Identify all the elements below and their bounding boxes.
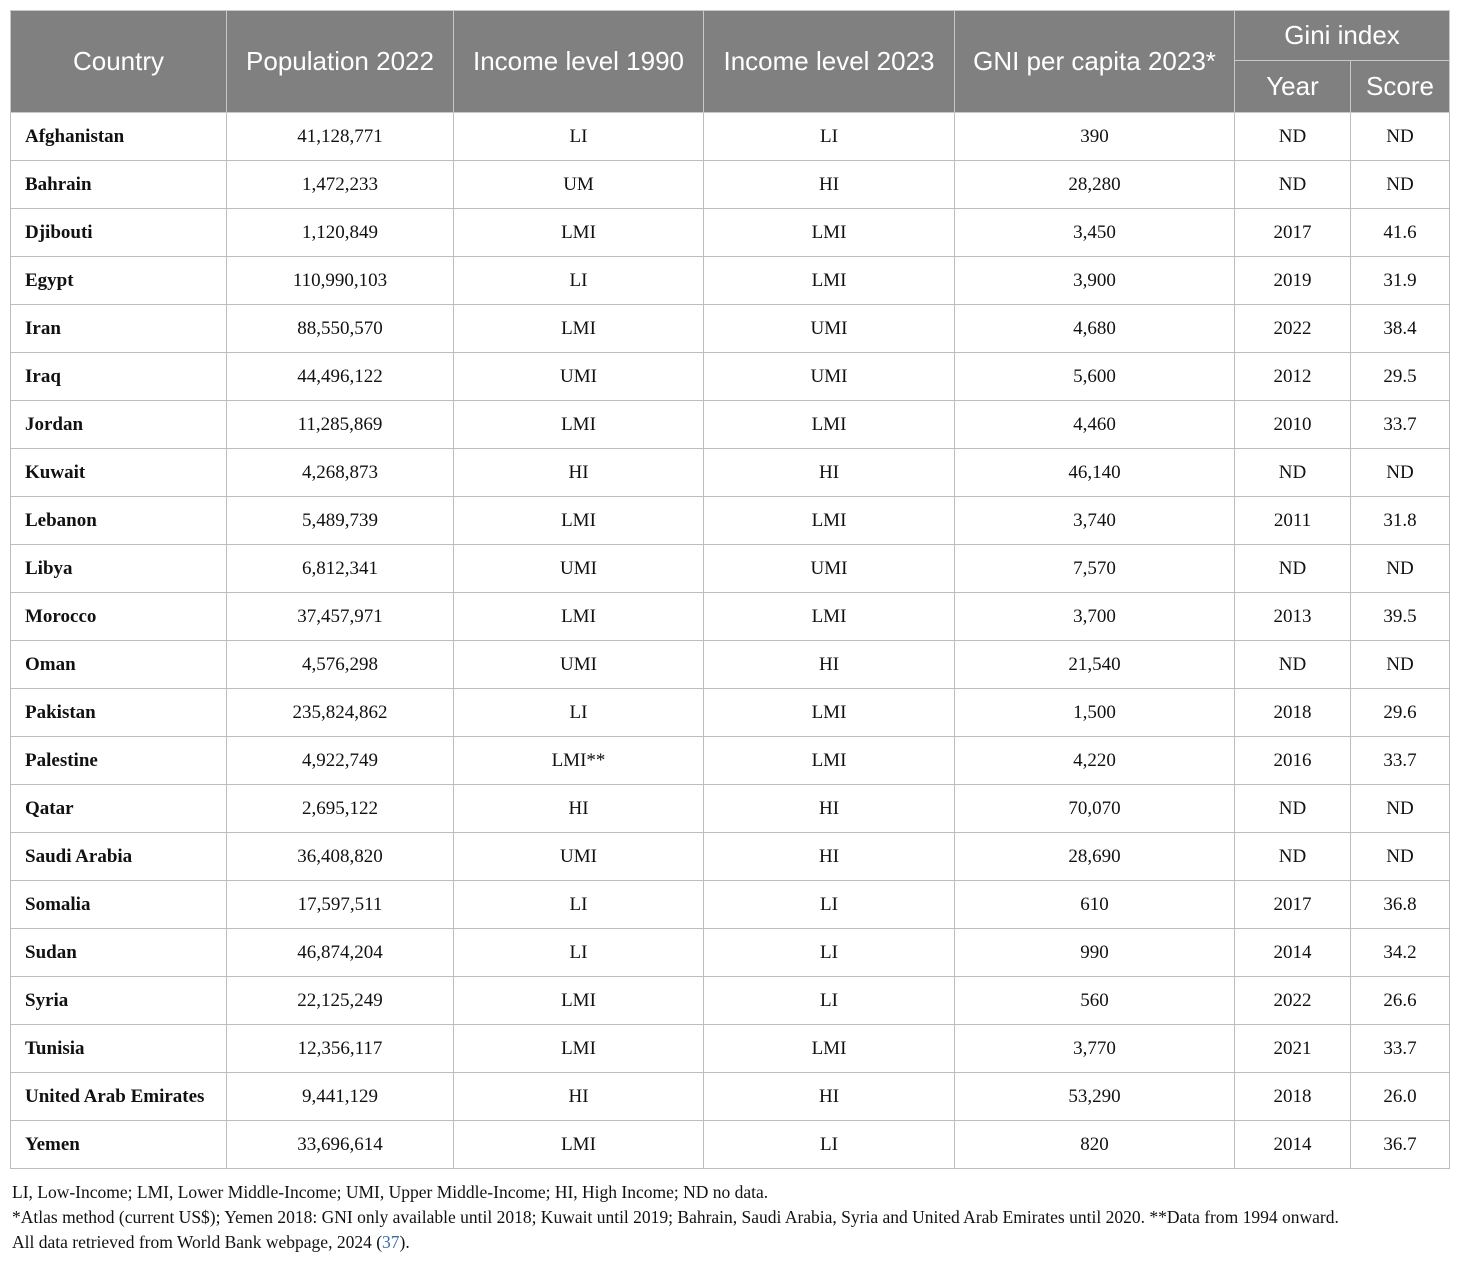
footnote-atlas-method: *Atlas method (current US$); Yemen 2018: GNI only available until 2018; Kuwait until 2019; Bahrain, Saudi Arabia, Syria and United Arab Emirates until 2020. **Data from 1994 onward. (12, 1207, 1339, 1227)
income-1990-cell: HI (454, 1073, 704, 1121)
gni-cell: 3,740 (955, 497, 1235, 545)
gni-cell: 3,450 (955, 209, 1235, 257)
table-row (11, 881, 1450, 929)
table-row (11, 929, 1450, 977)
table-row (11, 113, 1450, 161)
population-cell: 4,576,298 (227, 641, 454, 689)
table-row (11, 305, 1450, 353)
header-gini-index: Gini index (1235, 11, 1450, 61)
table-footnotes (12, 1180, 1452, 1255)
gini-score-cell: 31.8 (1351, 497, 1450, 545)
population-cell: 22,125,249 (227, 977, 454, 1025)
gini-year-cell: 2013 (1235, 593, 1351, 641)
gini-score-cell: ND (1351, 545, 1450, 593)
income-2023-cell: LMI (704, 593, 955, 641)
income-1990-cell: HI (454, 785, 704, 833)
gini-year-cell: 2014 (1235, 1121, 1351, 1169)
income-2023-cell: HI (704, 1073, 955, 1121)
income-1990-cell: LMI (454, 401, 704, 449)
population-cell: 46,874,204 (227, 929, 454, 977)
table-row (11, 353, 1450, 401)
gni-cell: 7,570 (955, 545, 1235, 593)
header-gni: GNI per capita 2023* (955, 11, 1235, 113)
table-row (11, 1121, 1450, 1169)
income-2023-cell: LI (704, 929, 955, 977)
population-cell: 2,695,122 (227, 785, 454, 833)
income-1990-cell: UMI (454, 641, 704, 689)
income-1990-cell: LMI (454, 209, 704, 257)
gini-year-cell: 2012 (1235, 353, 1351, 401)
gni-cell: 3,700 (955, 593, 1235, 641)
country-cell: Iraq (11, 353, 227, 401)
gini-score-cell: ND (1351, 785, 1450, 833)
gini-score-cell: ND (1351, 161, 1450, 209)
table-row (11, 1025, 1450, 1073)
income-1990-cell: UMI (454, 833, 704, 881)
income-1990-cell: LMI (454, 497, 704, 545)
gini-year-cell: 2021 (1235, 1025, 1351, 1073)
gni-cell: 28,690 (955, 833, 1235, 881)
gni-cell: 3,770 (955, 1025, 1235, 1073)
gini-score-cell: ND (1351, 641, 1450, 689)
country-cell: United Arab Emirates (11, 1073, 227, 1121)
country-cell: Egypt (11, 257, 227, 305)
income-1990-cell: LMI** (454, 737, 704, 785)
gini-year-cell: ND (1235, 161, 1351, 209)
population-cell: 110,990,103 (227, 257, 454, 305)
gini-score-cell: 29.5 (1351, 353, 1450, 401)
income-1990-cell: UM (454, 161, 704, 209)
gini-year-cell: 2017 (1235, 881, 1351, 929)
gini-score-cell: 41.6 (1351, 209, 1450, 257)
reference-link[interactable]: 37 (382, 1232, 400, 1252)
header-income-2023: Income level 2023 (704, 11, 955, 113)
gni-cell: 610 (955, 881, 1235, 929)
header-country: Country (11, 11, 227, 113)
country-cell: Yemen (11, 1121, 227, 1169)
table-row (11, 833, 1450, 881)
gini-score-cell: 26.0 (1351, 1073, 1450, 1121)
income-1990-cell: HI (454, 449, 704, 497)
gni-cell: 28,280 (955, 161, 1235, 209)
table-header (11, 11, 1450, 113)
gni-cell: 4,220 (955, 737, 1235, 785)
gni-cell: 70,070 (955, 785, 1235, 833)
gini-score-cell: 38.4 (1351, 305, 1450, 353)
table-row (11, 737, 1450, 785)
population-cell: 4,922,749 (227, 737, 454, 785)
gni-cell: 1,500 (955, 689, 1235, 737)
table-row (11, 161, 1450, 209)
gini-year-cell: ND (1235, 449, 1351, 497)
gini-score-cell: 33.7 (1351, 401, 1450, 449)
gini-score-cell: 33.7 (1351, 737, 1450, 785)
country-cell: Kuwait (11, 449, 227, 497)
gini-score-cell: ND (1351, 449, 1450, 497)
gini-score-cell: 36.7 (1351, 1121, 1450, 1169)
table-row (11, 689, 1450, 737)
gini-year-cell: 2019 (1235, 257, 1351, 305)
income-2023-cell: UMI (704, 545, 955, 593)
gini-year-cell: ND (1235, 833, 1351, 881)
country-cell: Tunisia (11, 1025, 227, 1073)
income-1990-cell: UMI (454, 545, 704, 593)
country-cell: Saudi Arabia (11, 833, 227, 881)
table-body (11, 113, 1450, 1169)
population-cell: 41,128,771 (227, 113, 454, 161)
population-cell: 12,356,117 (227, 1025, 454, 1073)
country-cell: Jordan (11, 401, 227, 449)
income-2023-cell: LMI (704, 209, 955, 257)
income-2023-cell: HI (704, 785, 955, 833)
income-1990-cell: LI (454, 881, 704, 929)
population-cell: 6,812,341 (227, 545, 454, 593)
gini-year-cell: ND (1235, 113, 1351, 161)
gni-cell: 560 (955, 977, 1235, 1025)
income-2023-cell: HI (704, 449, 955, 497)
income-2023-cell: LI (704, 113, 955, 161)
gini-year-cell: ND (1235, 785, 1351, 833)
income-1990-cell: LMI (454, 1025, 704, 1073)
table-row (11, 977, 1450, 1025)
header-population: Population 2022 (227, 11, 454, 113)
footnote-source-text: All data retrieved from World Bank webpage, 2024 ( (12, 1232, 383, 1252)
gni-cell: 4,460 (955, 401, 1235, 449)
gini-year-cell: 2016 (1235, 737, 1351, 785)
income-2023-cell: LMI (704, 689, 955, 737)
gni-cell: 820 (955, 1121, 1235, 1169)
country-cell: Syria (11, 977, 227, 1025)
population-cell: 9,441,129 (227, 1073, 454, 1121)
income-2023-cell: LI (704, 1121, 955, 1169)
gini-year-cell: 2017 (1235, 209, 1351, 257)
country-cell: Iran (11, 305, 227, 353)
income-2023-cell: HI (704, 833, 955, 881)
population-cell: 235,824,862 (227, 689, 454, 737)
country-cell: Libya (11, 545, 227, 593)
population-cell: 1,120,849 (227, 209, 454, 257)
gni-cell: 390 (955, 113, 1235, 161)
gini-score-cell: ND (1351, 113, 1450, 161)
header-gini-score: Score (1351, 61, 1450, 113)
gini-score-cell: ND (1351, 833, 1450, 881)
gini-year-cell: 2022 (1235, 977, 1351, 1025)
footnote-source-end: ). (399, 1232, 410, 1252)
table-row (11, 497, 1450, 545)
gini-year-cell: 2018 (1235, 1073, 1351, 1121)
gini-score-cell: 36.8 (1351, 881, 1450, 929)
gini-year-cell: 2018 (1235, 689, 1351, 737)
income-2023-cell: HI (704, 161, 955, 209)
income-1990-cell: LI (454, 257, 704, 305)
income-2023-cell: LMI (704, 1025, 955, 1073)
table-row (11, 209, 1450, 257)
country-cell: Pakistan (11, 689, 227, 737)
population-cell: 88,550,570 (227, 305, 454, 353)
income-1990-cell: LMI (454, 305, 704, 353)
income-2023-cell: UMI (704, 353, 955, 401)
gni-cell: 46,140 (955, 449, 1235, 497)
gini-year-cell: ND (1235, 545, 1351, 593)
gini-score-cell: 33.7 (1351, 1025, 1450, 1073)
gni-cell: 990 (955, 929, 1235, 977)
gini-year-cell: 2022 (1235, 305, 1351, 353)
gni-cell: 53,290 (955, 1073, 1235, 1121)
table-row (11, 641, 1450, 689)
table-row (11, 449, 1450, 497)
footnote-source (12, 1230, 1452, 1255)
gini-score-cell: 26.6 (1351, 977, 1450, 1025)
population-cell: 5,489,739 (227, 497, 454, 545)
population-cell: 4,268,873 (227, 449, 454, 497)
country-cell: Qatar (11, 785, 227, 833)
population-cell: 11,285,869 (227, 401, 454, 449)
gini-score-cell: 34.2 (1351, 929, 1450, 977)
income-2023-cell: LMI (704, 737, 955, 785)
footnote-abbreviations: LI, Low-Income; LMI, Lower Middle-Income; UMI, Upper Middle-Income; HI, High Income; ND no data. (12, 1182, 769, 1202)
gini-score-cell: 39.5 (1351, 593, 1450, 641)
table-row (11, 1073, 1450, 1121)
income-2023-cell: LMI (704, 401, 955, 449)
income-2023-cell: LI (704, 977, 955, 1025)
table-row (11, 785, 1450, 833)
gni-cell: 5,600 (955, 353, 1235, 401)
income-2023-cell: LMI (704, 497, 955, 545)
population-cell: 33,696,614 (227, 1121, 454, 1169)
population-cell: 1,472,233 (227, 161, 454, 209)
gini-year-cell: 2014 (1235, 929, 1351, 977)
gni-cell: 4,680 (955, 305, 1235, 353)
gini-score-cell: 31.9 (1351, 257, 1450, 305)
income-1990-cell: LI (454, 113, 704, 161)
table-row (11, 593, 1450, 641)
country-cell: Oman (11, 641, 227, 689)
country-cell: Morocco (11, 593, 227, 641)
income-1990-cell: UMI (454, 353, 704, 401)
country-cell: Bahrain (11, 161, 227, 209)
country-cell: Lebanon (11, 497, 227, 545)
income-1990-cell: LI (454, 689, 704, 737)
gini-year-cell: 2011 (1235, 497, 1351, 545)
income-2023-cell: UMI (704, 305, 955, 353)
country-cell: Sudan (11, 929, 227, 977)
income-2023-cell: LMI (704, 257, 955, 305)
income-1990-cell: LMI (454, 1121, 704, 1169)
table-row (11, 545, 1450, 593)
data-table (10, 10, 1450, 1169)
population-cell: 37,457,971 (227, 593, 454, 641)
income-1990-cell: LMI (454, 593, 704, 641)
gni-cell: 21,540 (955, 641, 1235, 689)
gini-year-cell: ND (1235, 641, 1351, 689)
header-income-1990: Income level 1990 (454, 11, 704, 113)
gini-score-cell: 29.6 (1351, 689, 1450, 737)
income-2023-cell: HI (704, 641, 955, 689)
gini-year-cell: 2010 (1235, 401, 1351, 449)
income-1990-cell: LMI (454, 977, 704, 1025)
population-cell: 36,408,820 (227, 833, 454, 881)
population-cell: 44,496,122 (227, 353, 454, 401)
country-cell: Afghanistan (11, 113, 227, 161)
population-cell: 17,597,511 (227, 881, 454, 929)
table-row (11, 257, 1450, 305)
income-1990-cell: LI (454, 929, 704, 977)
country-cell: Somalia (11, 881, 227, 929)
gni-cell: 3,900 (955, 257, 1235, 305)
table-row (11, 401, 1450, 449)
header-gini-year: Year (1235, 61, 1351, 113)
country-cell: Palestine (11, 737, 227, 785)
income-2023-cell: LI (704, 881, 955, 929)
country-cell: Djibouti (11, 209, 227, 257)
